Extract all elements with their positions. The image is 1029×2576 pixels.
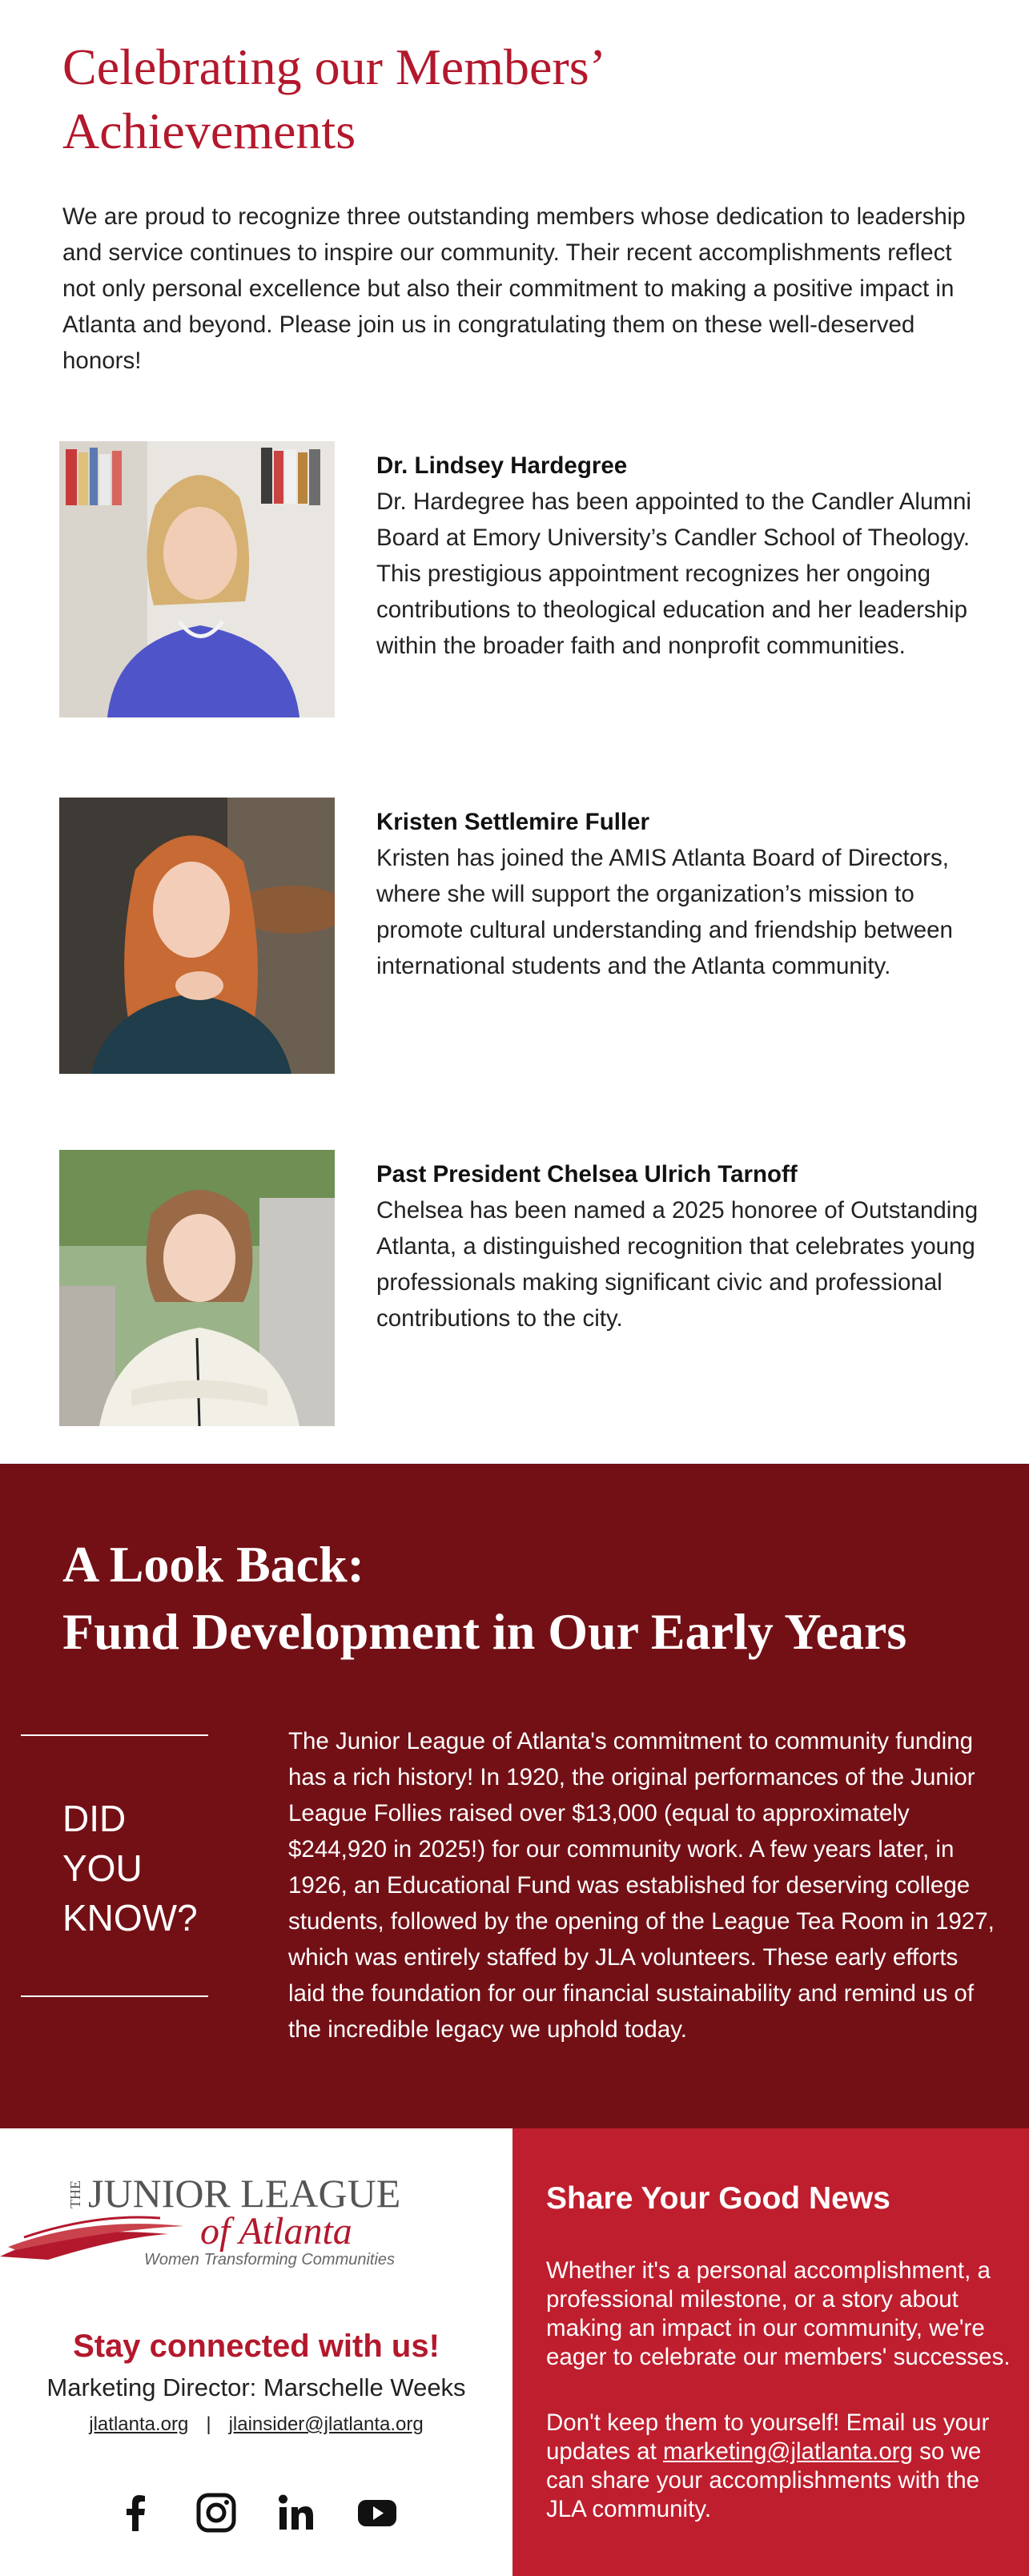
share-news-panel <box>512 2128 1029 2576</box>
marketing-email-link[interactable]: marketing@jlatlanta.org <box>662 2438 913 2465</box>
footer-contact <box>0 2128 512 2576</box>
did-line-2: YOU <box>62 1847 143 1889</box>
social-links <box>112 2489 400 2537</box>
member-text <box>376 804 985 984</box>
instagram-icon[interactable] <box>193 2490 239 2536</box>
link-separator: | <box>206 2413 211 2435</box>
lookback-section <box>0 1464 1029 2128</box>
portrait-image <box>59 798 335 1074</box>
did-line-3: KNOW? <box>62 1897 198 1939</box>
lookback-title-line2: Fund Development in Our Early Years <box>62 1603 907 1660</box>
member-card <box>59 798 988 1074</box>
footer-links <box>0 2413 512 2436</box>
did-line-1: DID <box>62 1798 127 1839</box>
logo-tagline: Women Transforming Communities <box>144 2251 396 2269</box>
youtube-icon[interactable] <box>354 2490 400 2536</box>
member-photo-kristen <box>59 798 335 1074</box>
did-you-know-label <box>62 1794 223 1943</box>
share-paragraph-2 <box>546 2409 1011 2524</box>
website-link[interactable]: jlatlanta.org <box>89 2413 189 2435</box>
member-text <box>376 448 985 664</box>
facebook-icon[interactable] <box>112 2490 159 2536</box>
marketing-director: Marketing Director: Marschelle Weeks <box>46 2373 466 2401</box>
member-photo-chelsea <box>59 1150 335 1426</box>
share-title: Share Your Good News <box>546 2181 890 2216</box>
member-name: Dr. Lindsey Hardegree <box>376 452 628 479</box>
achievements-title <box>62 35 863 163</box>
share-p2-after: so we can share your accomplishments with the JLA community. <box>546 2438 982 2522</box>
member-card <box>59 441 988 717</box>
portrait-image <box>59 441 335 717</box>
logo-the: THE <box>67 2180 83 2208</box>
linkedin-icon[interactable] <box>273 2490 320 2536</box>
achievements-title-line1: Celebrating our Members’ <box>62 38 606 95</box>
logo-of-atlanta: of Atlanta <box>200 2210 352 2252</box>
lookback-title <box>62 1531 983 1666</box>
member-photo-lindsey <box>59 441 335 717</box>
stay-connected-heading: Stay connected with us! <box>73 2329 440 2364</box>
lookback-title-line1: A Look Back: <box>62 1536 364 1593</box>
member-bio: Kristen has joined the AMIS Atlanta Board of Directors, where she will support the organization’s mission to promote cultural understanding and friendship between international students and the Atlanta community. <box>376 845 953 979</box>
achievements-title-line2: Achievements <box>62 102 356 159</box>
achievements-intro: We are proud to recognize three outstanding members whose dedication to leadership and service continues to inspire our community. Their recent accomplishments reflect not only personal excellence but also their commitment to making a positive impact in Atlanta and beyond. Please join us in congratulating them on these well-deserved honors! <box>62 203 966 374</box>
member-bio: Dr. Hardegree has been appointed to the Candler Alumni Board at Emory University’s Candler School of Theology. This prestigious appointment recognizes her ongoing contributions to theological education and her leadership within the broader faith and nonprofit communities. <box>376 488 971 659</box>
member-name: Past President Chelsea Ulrich Tarnoff <box>376 1161 798 1188</box>
divider <box>21 1995 208 1997</box>
member-card <box>59 1150 988 1426</box>
logo-junior-league: JUNIOR LEAGUE <box>88 2171 401 2216</box>
share-p2-before: Don't keep them to yourself! Email us your updates at <box>546 2409 990 2465</box>
share-paragraph-1: Whether it's a personal accomplishment, a professional milestone, or a story about making an impact in our community, we're eager to celebrate our members' successes. <box>546 2257 1011 2370</box>
insider-email-link[interactable]: jlainsider@jlatlanta.org <box>228 2413 424 2435</box>
portrait-image <box>59 1150 335 1426</box>
lookback-body: The Junior League of Atlanta's commitment to community funding has a rich history! In 1920, the original performances of the Junior League Follies raised over $13,000 (equal to approximately $244,920 in 2025!) for our community work. A few years later, in 1926, an Educational Fund was established for deserving college students, followed by the opening of the League Tea Room in 1927, which was entirely staffed by JLA volunteers. These early efforts laid the foundation for our financial sustainability and remind us of the incredible legacy we uphold today. <box>288 1728 995 2043</box>
member-text <box>376 1156 985 1336</box>
member-bio: Chelsea has been named a 2025 honoree of Outstanding Atlanta, a distinguished recognition that celebrates young professionals making significant civic and professional contributions to the city. <box>376 1197 979 1332</box>
member-name: Kristen Settlemire Fuller <box>376 809 649 835</box>
divider <box>21 1734 208 1736</box>
junior-league-logo <box>0 2160 480 2273</box>
